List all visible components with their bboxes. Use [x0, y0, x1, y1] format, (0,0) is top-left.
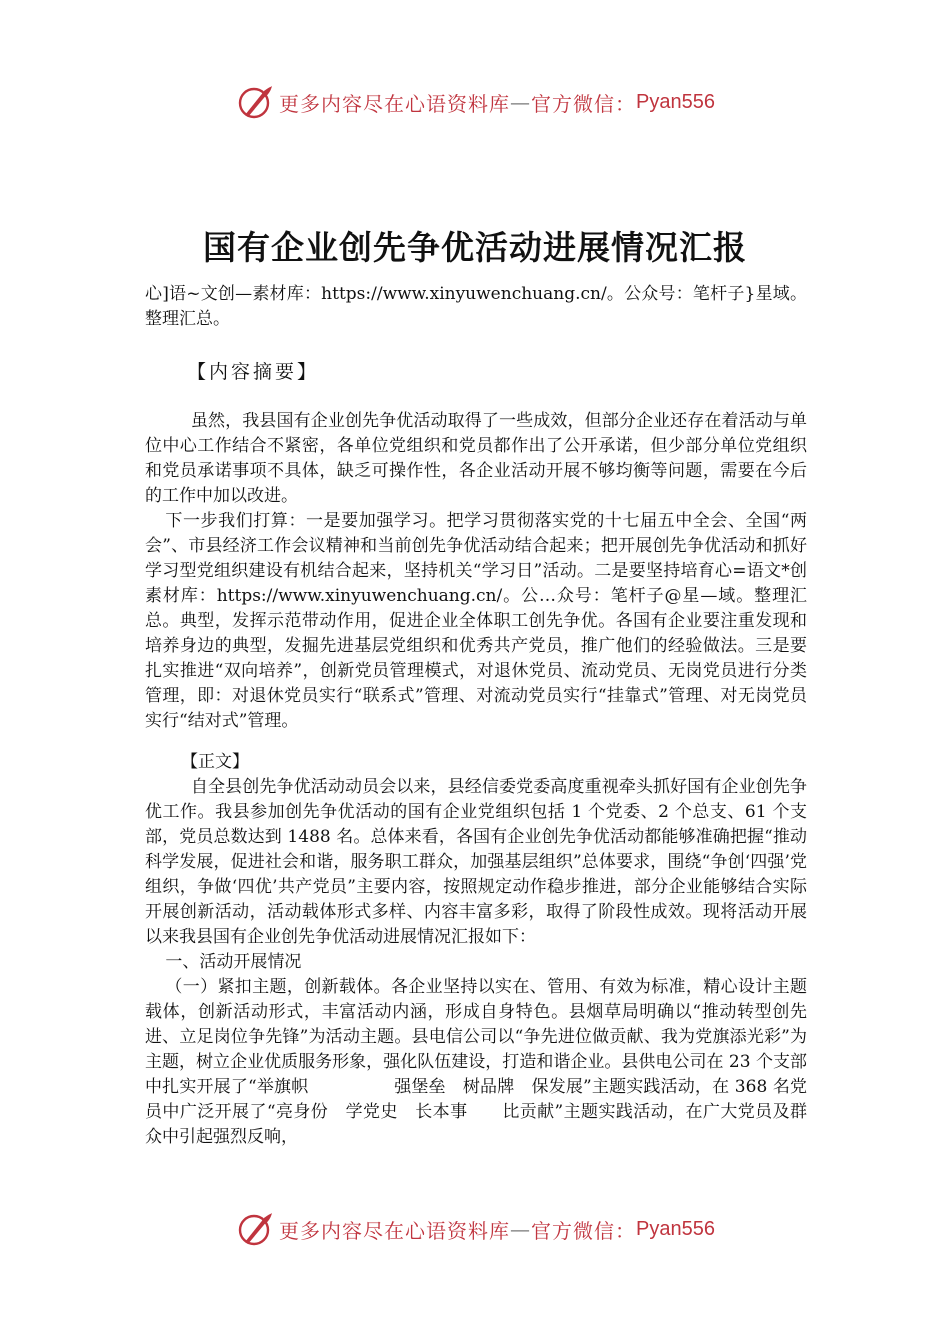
summary-heading: 【内容摘要】: [187, 361, 320, 383]
banner-wechat-id: Pyan556: [636, 1217, 715, 1240]
banner-slogan: 更多内容尽在心语资料库: [279, 91, 511, 116]
banner-wechat-id: Pyan556: [636, 90, 715, 113]
body-heading: 【正文】: [181, 752, 249, 772]
summary-paragraph: 下一步我们打算：一是要加强学习。把学习贯彻落实党的十七届五中全会、全国“两会”、市县经济工作会议精神和当前创先争优活动结合起来；把开展创先争优活动和抓好学习型党组织建设有机结合起来，坚持机关“学习日”活动。二是要坚持培育心=语文*创素材库：https://www.xinyuwenchuang.cn/。公…众号：笔杆子@星—域。整理汇总。典型，发挥示范带动作用，促进企业全体职工创先争优。各国有企业要注重发现和培养身边的典型，发掘先进基层党组织和优秀共产党员，推广他们的经验做法。三是要扎实推进“双向培养”，创新党员管理模式，对退休党员、流动党员、无岗党员进行分类管理，即：对退休党员实行“联系式”管理、对流动党员实行“挂靠式”管理、对无岗党员实行“结对式”管理。: [145, 511, 807, 731]
body-paragraph: （一）紧扣主题，创新载体。各企业坚持以实在、管用、有效为标准，精心设计主题载体，创新活动形式，丰富活动内涵，形成自身特色。县烟草局明确以“推动转型创先进、立足岗位争先锋”为活动主题。县电信公司以“争先进位做贡献、我为党旗添光彩”为主题，树立企业优质服务形象，强化队伍建设，打造和谐企业。县供电公司在 23 个支部中扎实开展了“举旗帜 强堡垒 树品牌 保发展”主题实践活动，在 368 名党员中广泛开展了“亮身份 学党史 长本事 比贡献”主题实践活动，在广大党员及群众中引起强烈反响，: [145, 977, 807, 1147]
banner-wechat-label: 官方微信：: [531, 91, 637, 116]
document-body: [145, 282, 807, 1150]
banner-wechat-label: 官方微信：: [531, 1218, 637, 1243]
summary-paragraph: 虽然，我县国有企业创先争优活动取得了一些成效，但部分企业还存在着活动与单位中心工作结合不紧密，各单位党组织和党员都作出了公开承诺，但少部分单位党组织和党员承诺事项不具体，缺乏可操作性，各企业活动开展不够均衡等问题，需要在今后的工作中加以改进。: [145, 411, 807, 506]
quill-pen-logo-icon: [235, 1209, 275, 1249]
banner-slogan: 更多内容尽在心语资料库: [279, 1218, 511, 1243]
header-banner: [0, 80, 950, 124]
footer-banner: [0, 1207, 950, 1251]
section-heading: 一、活动开展情况: [165, 952, 302, 972]
document-title: 国有企业创先争优活动进展情况汇报: [203, 228, 747, 267]
body-paragraph: 自全县创先争优活动动员会以来，县经信委党委高度重视牵头抓好国有企业创先争优工作。我县参加创先争优活动的国有企业党组织包括 1 个党委、2 个总支、61 个支部，党员总数达到 1488 名。总体来看，各国有企业创先争优活动都能够准确把握“推动科学发展，促进社会和谐，服务职工群众，加强基层组织”总体要求，围绕“争创‘四强’党组织，争做‘四优’共产党员”主要内容，按照规定动作稳步推进，部分企业能够结合实际开展创新活动，活动载体形式多样、内容丰富多彩，取得了阶段性成效。现将活动开展以来我县国有企业创先争优活动进展情况汇报如下：: [145, 777, 807, 947]
banner-separator: —: [510, 90, 532, 114]
source-note: 心]语~文创—素材库：https://www.xinyuwenchuang.cn/。公众号：笔杆子}星域。整理汇总。: [145, 284, 807, 329]
banner-separator: —: [510, 1217, 532, 1241]
quill-pen-logo-icon: [235, 82, 275, 122]
